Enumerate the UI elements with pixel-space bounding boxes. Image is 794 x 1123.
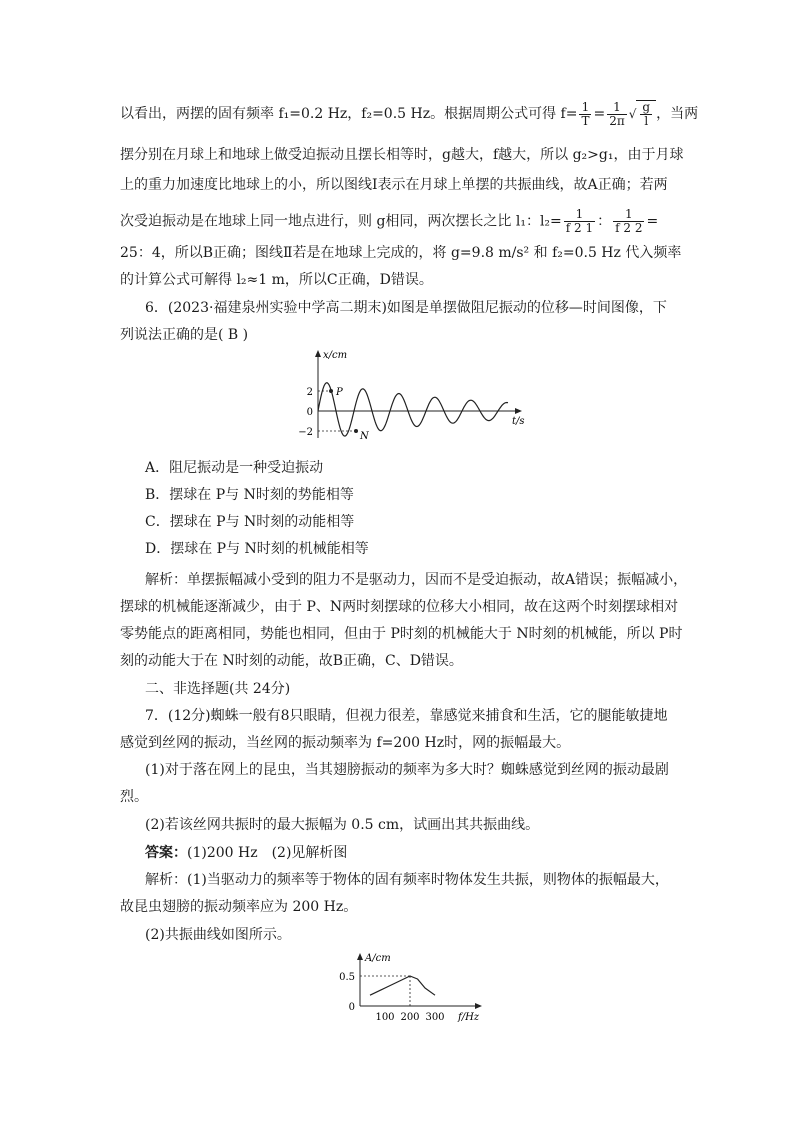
y-axis-arrow — [357, 953, 363, 960]
point-p-label: P — [336, 387, 343, 398]
question-7-part-1: (1)对于落在网上的昆虫，当其翅膀振动的频率为多大时？蜘蛛感觉到丝网的振动最剧 — [145, 762, 669, 778]
analysis-6-line-4: 刻的动能大于在 N时刻的动能，故B正确，C、D错误。 — [120, 653, 463, 669]
section-heading: 二、非选择题(共 24分) — [145, 681, 291, 697]
option-d: D．摆球在 P与 N时刻的机械能相等 — [145, 541, 369, 557]
analysis-6-line-2: 摆球的机械能逐渐减少，由于 P、N两时刻摆球的位移大小相同，故在这两个时刻摆球相对 — [120, 599, 679, 615]
point-n — [354, 429, 358, 433]
question-7-part-2: (2)若该丝网共振时的最大振幅为 0.5 cm，试画出其共振曲线。 — [145, 817, 540, 833]
question-7-stem: 7．(12分)蜘蛛一般有8只眼睛，但视力很差，靠感觉来捕食和生活，它的腿能敏捷地 — [145, 708, 668, 724]
analysis-7-line-2: 故昆虫翅膀的振动频率应为 200 Hz。 — [120, 899, 358, 915]
text-line-4: 次受迫振动是在地球上同一地点进行，则 g相同，两次摆长之比 l₁：l₂= $\frac{1}{f 2 1}$ ： $\frac{1}{f 2 2}$ = — [120, 207, 659, 235]
x-axis-arrow — [475, 1003, 482, 1009]
answer-7: 答案：(1)200 Hz (2)见解析图 — [145, 845, 348, 861]
resonance-curve-chart — [330, 948, 490, 1028]
point-n-label: N — [360, 431, 369, 442]
y-tick-label: 0 — [348, 1002, 355, 1013]
analysis-6-line-3: 零势能点的距离相同，势能也相同，但由于 P时刻的机械能大于 N时刻的机械能，所以 P时 — [120, 626, 683, 642]
x-tick-label: 200 — [400, 1012, 420, 1023]
fraction-1-over-f2-squared: $\frac{1}{f 2 2}$ — [615, 207, 643, 235]
y-axis-label: x/cm — [323, 350, 348, 361]
y-tick-label: 0.5 — [339, 972, 355, 983]
chart-2-group — [339, 953, 482, 1023]
option-c: C．摆球在 P与 N时刻的动能相等 — [145, 514, 355, 530]
x-axis-arrow — [515, 408, 522, 414]
x-axis-label: f/Hz — [458, 1012, 480, 1023]
fraction-1-over-T: $\frac{1}{T}$ — [581, 99, 590, 128]
y-axis-arrow — [315, 350, 321, 357]
damped-oscillation-chart — [290, 343, 540, 443]
x-tick-label: 100 — [375, 1012, 395, 1023]
text-line-5: 25：4，所以B正确；图线Ⅱ若是在地球上完成的，将 g=9.8 m/s² 和 f₂=0.5 Hz 代入频率 — [120, 245, 682, 261]
y-tick-label: 2 — [306, 387, 313, 398]
option-b: B．摆球在 P与 N时刻的势能相等 — [145, 487, 354, 503]
chart-1-group — [298, 350, 524, 442]
damped-curve — [318, 383, 508, 436]
point-p — [329, 389, 333, 393]
analysis-7-line-3: (2)共振曲线如图所示。 — [145, 927, 291, 943]
analysis-7-line-1: 解析：(1)当驱动力的频率等于物体的固有频率时物体发生共振，则物体的振幅最大， — [145, 872, 669, 888]
y-tick-label: −2 — [298, 427, 313, 438]
y-tick-label: 0 — [306, 407, 313, 418]
fraction-1-over-f1-squared: $\frac{1}{f 2 1}$ — [565, 207, 594, 235]
question-7-stem-cont: 感觉到丝网的振动，当丝网的振动频率为 f=200 Hz时，网的振幅最大。 — [120, 735, 571, 751]
resonance-curve — [370, 976, 435, 995]
question-7-part-1-cont: 烈。 — [120, 789, 148, 805]
question-6-stem-cont: 列说法正确的是( B ) — [120, 327, 249, 343]
text-line-1: 以看出，两摆的固有频率 f₁=0.2 Hz，f₂=0.5 Hz。根据周期公式可得 f= $\frac{1}{T}$ = $\frac{1}{2\pi}$ √ $\frac{g}{l}$ ，当两 — [120, 99, 699, 128]
fraction-1-over-2pi: $\frac{1}{2\pi}$ — [609, 99, 625, 128]
text-line-6: 的计算公式可解得 l₂≈1 m，所以C正确，D错误。 — [120, 272, 433, 288]
text-line-3: 上的重力加速度比地球上的小，所以图线Ⅰ表示在月球上单摆的共振曲线，故A正确；若两 — [120, 177, 668, 193]
x-tick-label: 300 — [425, 1012, 445, 1023]
y-axis-label: A/cm — [365, 953, 391, 964]
text-line-2: 摆分别在月球上和地球上做受迫振动且摆长相等时，g越大，f越大，所以 g₂>g₁，由于月球 — [120, 147, 684, 163]
analysis-6-line-1: 解析：单摆振幅减小受到的阻力不是驱动力，因而不是受迫振动，故A错误；振幅减小， — [145, 572, 688, 588]
question-6-stem: 6．(2023·福建泉州实验中学高二期末)如图是单摆做阻尼振动的位移—时间图像，下 — [145, 300, 667, 316]
option-a: A．阻尼振动是一种受迫振动 — [145, 460, 324, 476]
x-axis-label: t/s — [512, 416, 525, 427]
sqrt-g-over-l: √ $\frac{g}{l}$ — [629, 100, 656, 128]
